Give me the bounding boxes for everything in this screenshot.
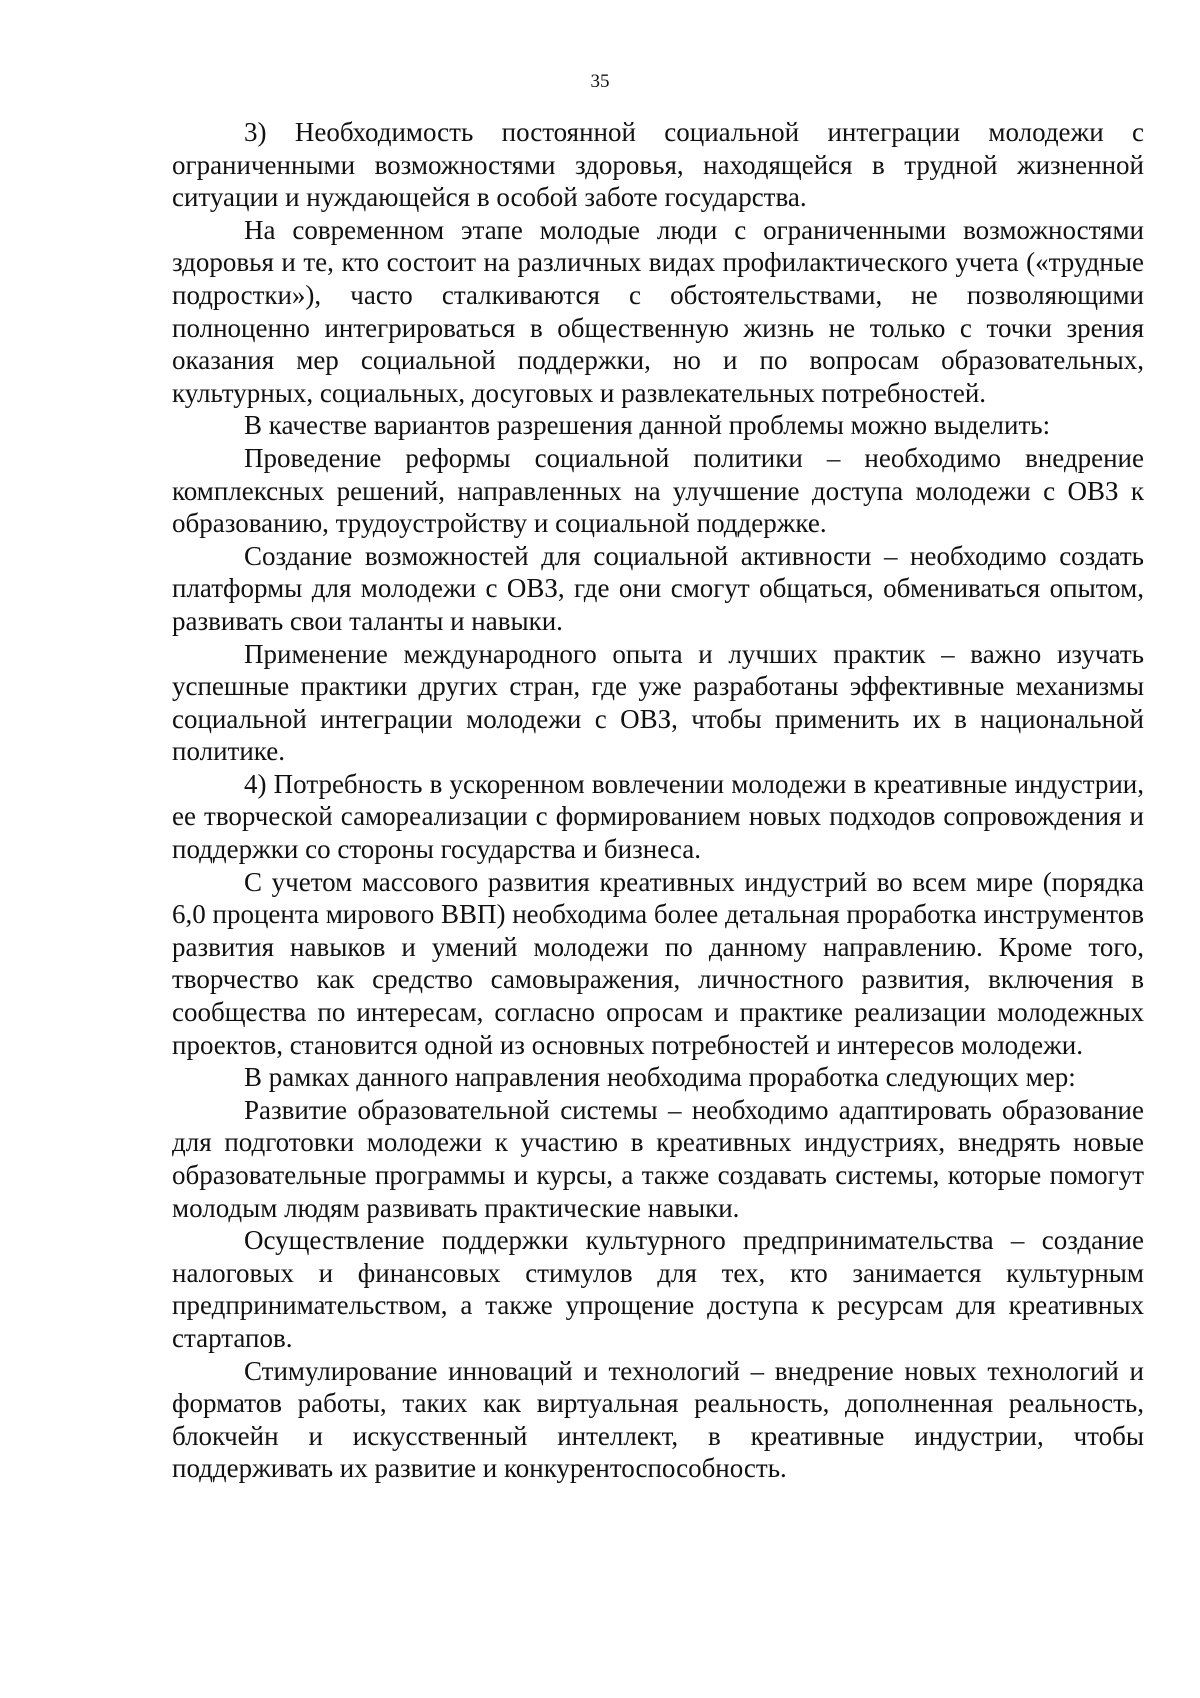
paragraph-innovation-technology: Стимулирование инноваций и технологий – внедрение новых технологий и форматов работы, таких как виртуальная реальность, дополненная реальность, блокчейн и искусственный интеллект, в креативные индустрии, чтобы поддерживать их развитие и конкурентоспособность. — [172, 1355, 1144, 1484]
body-text — [172, 116, 1144, 1485]
paragraph-social-policy-reform: Проведение реформы социальной политики – необходимо внедрение комплексных решений, направленных на улучшение доступа молодежи с ОВЗ к образованию, трудоустройству и социальной поддержке. — [172, 442, 1144, 539]
paragraph-cultural-entrepreneurship: Осуществление поддержки культурного предпринимательства – создание налоговых и финансовых стимулов для тех, кто занимается культурным предпринимательством, а также упрощение доступа к ресурсам для креативных стартапов. — [172, 1225, 1144, 1353]
paragraph-measures-intro: В рамках данного направления необходима проработка следующих мер: — [244, 1062, 1076, 1093]
paragraph-international-experience: Применение международного опыта и лучших практик – важно изучать успешные практики других стран, где уже разработаны эффективные механизмы социальной интеграции молодежи с ОВЗ, чтобы применить их в национальной политике. — [172, 638, 1144, 767]
paragraph-need-social-integration: 3) Необходимость постоянной социальной интеграции молодежи с ограниченными возможностями здоровья, находящейся в трудной жизненной ситуации и нуждающейся в особой заботе государства. — [172, 117, 1144, 213]
paragraph-current-stage: На современном этапе молодые люди с ограниченными возможностями здоровья и те, кто состоит на различных видах профилактического учета («трудные подростки»), часто сталкиваются с обстоятельствами, не позволяющими полноценно интегрироваться в общественную жизнь не только с точки зрения оказания мер социальной поддержки, но и по вопросам образовательных, культурных, социальных, досуговых и развлекательных потребностей. — [172, 214, 1144, 408]
page-number: 35 — [590, 71, 610, 92]
paragraph-creative-industries-development: С учетом массового развития креативных индустрий во всем мире (порядка 6,0 процента мирового ВВП) необходима более детальная проработка инструментов развития навыков и умений молодежи по данному направлению. Кроме того, творчество как средство самовыражения, личностного развития, включения в сообщества по интересам, согласно опросам и практике реализации молодежных проектов, становится одной из основных потребностей и интересов молодежи. — [172, 866, 1144, 1060]
paragraph-social-activity-opportunities: Создание возможностей для социальной активности – необходимо создать платформы для молодежи с ОВЗ, где они смогут общаться, обмениваться опытом, развивать свои таланты и навыки. — [172, 540, 1144, 636]
paragraph-creative-industries-need: 4) Потребность в ускоренном вовлечении молодежи в креативные индустрии, ее творческой самореализации с формированием новых подходов сопровождения и поддержки со стороны государства и бизнеса. — [172, 768, 1144, 865]
paragraph-solution-options: В качестве вариантов разрешения данной проблемы можно выделить: — [244, 410, 1051, 441]
paragraph-education-system: Развитие образовательной системы – необходимо адаптировать образование для подготовки молодежи к участию в креативных индустриях, внедрять новые образовательные программы и курсы, а также создавать системы, которые помогут молодым людям развивать практические навыки. — [172, 1094, 1144, 1223]
